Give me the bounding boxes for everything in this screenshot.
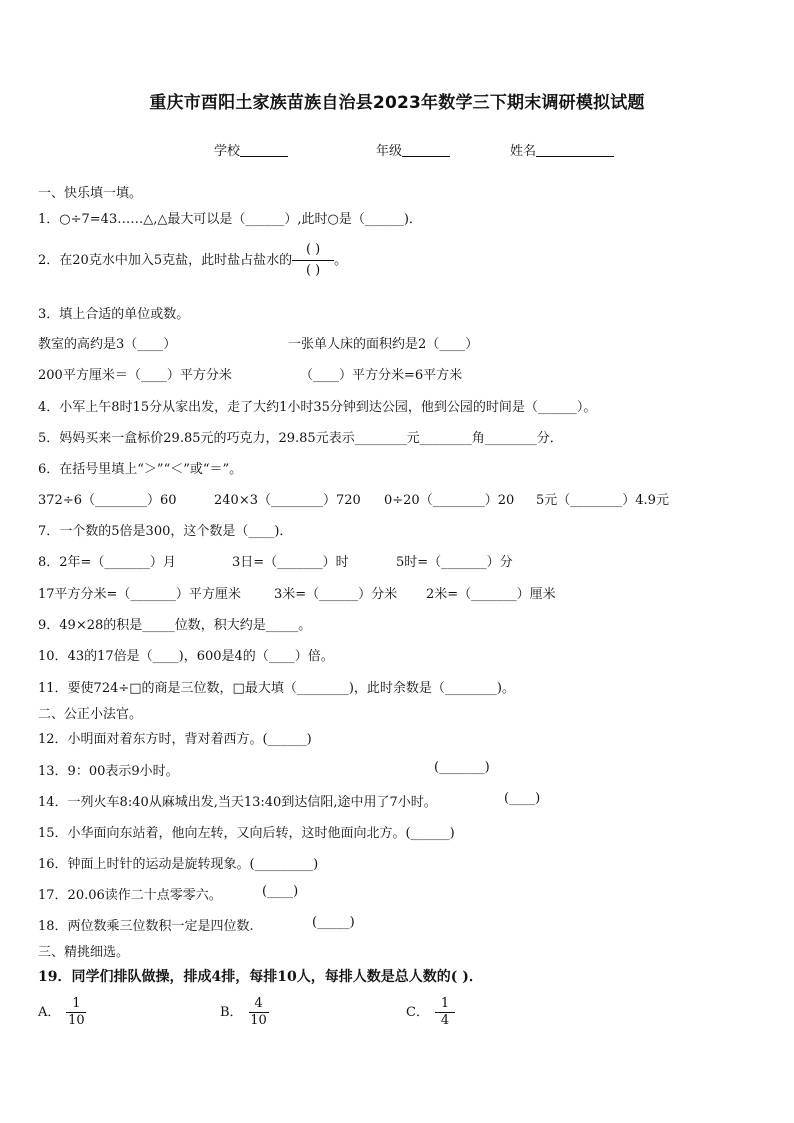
fraction-blank[interactable]: $\frac{( )}{( )}$	[292, 240, 334, 281]
question-16: 16．钟面上时针的运动是旋转现象。(_________)	[38, 857, 319, 872]
question-19: 19．同学们排队做操，排成4排，每排10人，每排人数是总人数的( )．	[38, 969, 483, 985]
question-3: 3．填上合适的单位或数。	[38, 307, 190, 322]
fraction-a: $\frac{1}{10}$	[68, 996, 85, 1028]
name-label: 姓名	[510, 144, 537, 159]
question-6c: 0÷20（________）20	[384, 493, 515, 508]
question-3d: （____）平方分米=6平方米	[300, 368, 463, 383]
question-10: 10．43的17倍是（____)，600是4的（____）倍。	[38, 649, 334, 664]
question-3a: 教室的高约是3（____）	[38, 337, 177, 352]
question-17-answer[interactable]: (____)	[262, 884, 299, 899]
grade-field[interactable]	[376, 140, 450, 159]
question-4: 4．小军上午8时15分从家出发，走了大约1小时35分钟到达公园，他到公园的时间是（______）。	[38, 400, 597, 415]
question-11: 11．要使724÷□的商是三位数，□最大填（________)，此时余数是（________)。	[38, 681, 515, 696]
page-title: 重庆市酉阳土家族苗族自治县2023年数学三下期末调研模拟试题	[149, 93, 645, 113]
section-heading-2: 二、公正小法官。	[38, 707, 143, 722]
section-heading-1: 一、快乐填一填。	[38, 186, 143, 201]
question-7: 7．一个数的5倍是300，这个数是（____)．	[38, 524, 293, 539]
question-8f: 2米=（_______）厘米	[426, 587, 556, 602]
question-6b: 240×3（________）720	[214, 493, 361, 508]
question-14: 14．一列火车8:40从麻城出发,当天13:40到达信阳,途中用了7小时。	[38, 795, 437, 810]
question-6d: 5元（________）4.9元	[536, 493, 669, 508]
question-17: 17．20.06读作二十点零零六。	[38, 888, 222, 903]
question-15: 15．小华面向东站着，他向左转，又向后转，这时他面向北方。(______)	[38, 826, 455, 841]
question-14-answer[interactable]: (____)	[504, 791, 541, 806]
school-field[interactable]	[214, 140, 288, 159]
question-18-answer[interactable]: (_____)	[312, 915, 355, 930]
question-8d: 17平方分米=（_______）平方厘米	[38, 587, 241, 602]
question-8a: 8．2年=（_______）月	[38, 555, 176, 570]
question-18: 18．两位数乘三位数积一定是四位数.	[38, 919, 254, 934]
option-c[interactable]: C． $\frac{1}{4}$	[406, 996, 455, 1029]
fraction-c: $\frac{1}{4}$	[435, 996, 455, 1029]
fraction-b: $\frac{4}{10}$	[250, 996, 267, 1028]
question-6a: 372÷6（________）60	[38, 493, 177, 508]
question-3c: 200平方厘米＝（____）平方分米	[38, 368, 232, 383]
section-heading-3: 三、精挑细选。	[38, 945, 130, 960]
question-8b: 3日=（_______）时	[232, 555, 349, 570]
question-6: 6．在括号里填上“＞”“＜”或“＝”。	[38, 462, 243, 477]
question-9: 9．49×28的积是_____位数，积大约是_____。	[38, 618, 312, 633]
school-label: 学校	[214, 144, 241, 159]
option-a[interactable]: A． $\frac{1}{10}$	[38, 996, 85, 1028]
question-5: 5．妈妈买来一盒标价29.85元的巧克力，29.85元表示________元________角________分．	[38, 431, 563, 446]
option-b[interactable]: B． $\frac{4}{10}$	[220, 996, 267, 1028]
question-3b: 一张单人床的面积约是2（____）	[288, 337, 479, 352]
question-8e: 3米=（______）分米	[274, 587, 398, 602]
name-field[interactable]	[510, 140, 614, 159]
question-12: 12．小明面对着东方时，背对着西方。(______)	[38, 732, 312, 747]
grade-label: 年级	[376, 144, 403, 159]
question-13: 13．9：00表示9小时。	[38, 764, 179, 779]
question-2: 2．在20克水中加入5克盐，此时盐占盐水的 $\frac{( )}{( )}$ 。	[38, 240, 347, 281]
question-1: 1．○÷7=43……△,△最大可以是（______）,此时○是（______)．	[38, 212, 422, 227]
question-8c: 5时=（_______）分	[396, 555, 513, 570]
question-13-answer[interactable]: (_______)	[434, 760, 490, 775]
